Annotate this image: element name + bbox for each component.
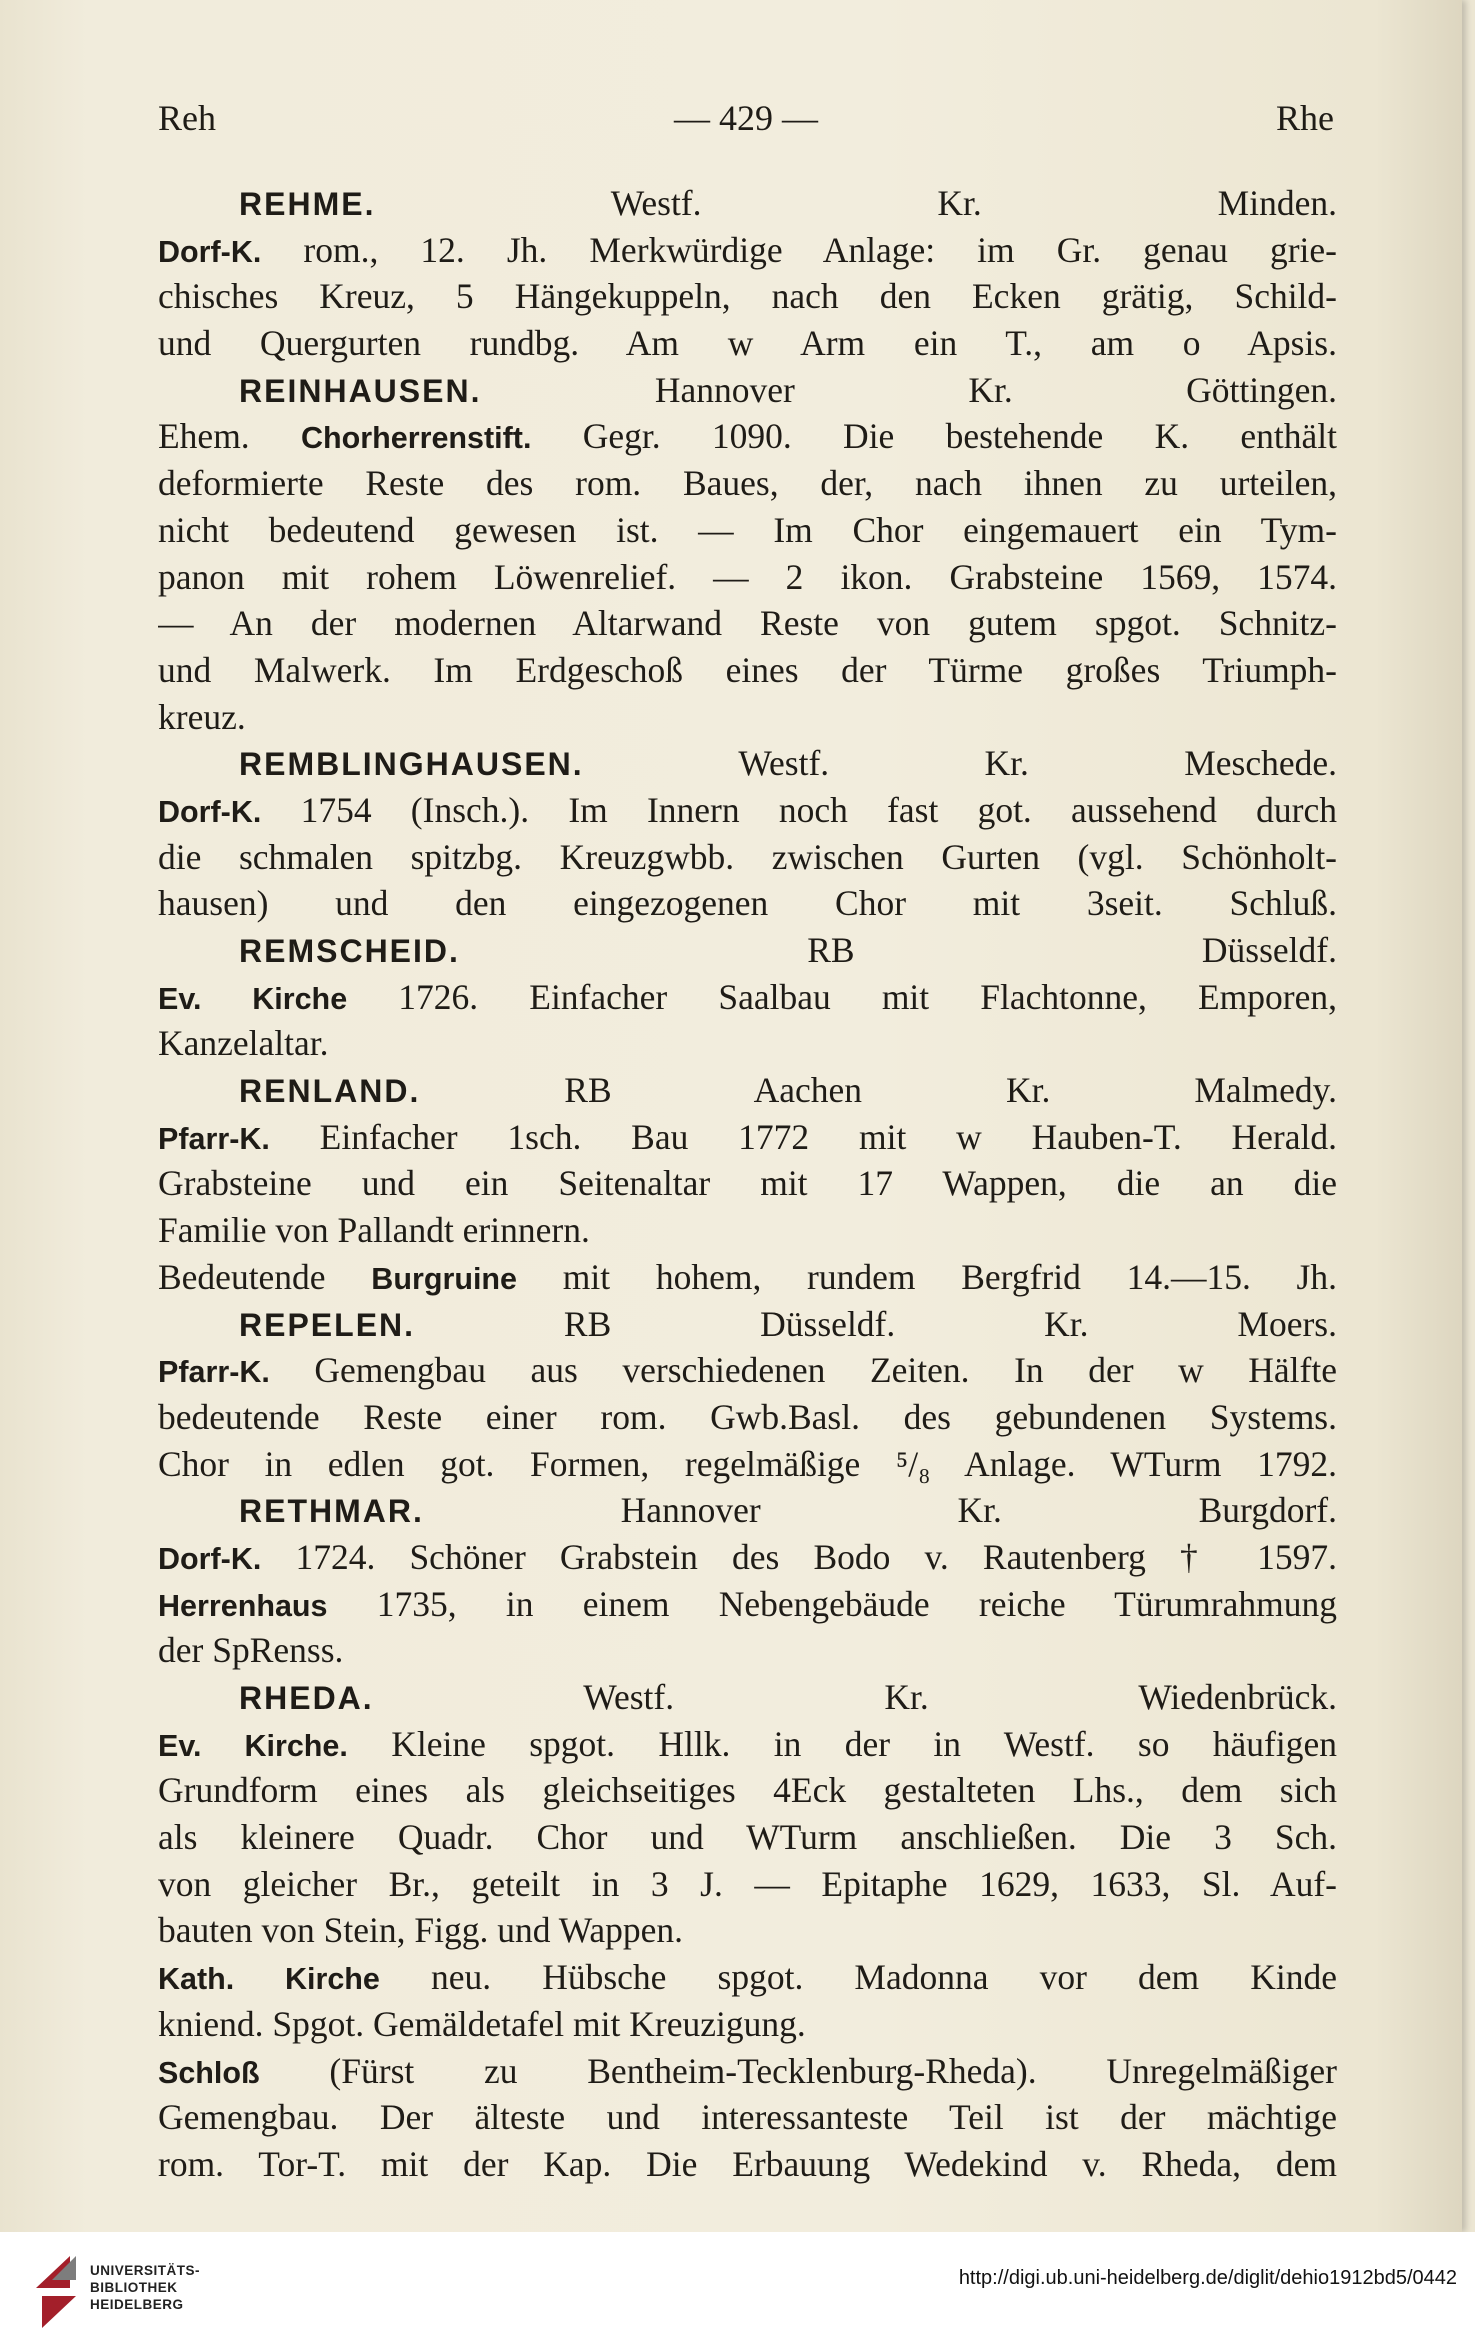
- place-name: REHME.: [239, 186, 376, 222]
- text-line: [158, 554, 1337, 601]
- building-keyword: Pfarr-K.: [158, 1355, 270, 1390]
- entry-heading-line: [158, 367, 1337, 414]
- text-line: [158, 1814, 1337, 1861]
- running-header: [158, 93, 1334, 143]
- place-name: REINHAUSEN.: [239, 372, 482, 409]
- text-line: [158, 2048, 1337, 2095]
- text-line: [158, 2094, 1337, 2141]
- text-line: [158, 1207, 1337, 1254]
- text-body: [158, 180, 1337, 2188]
- source-url-link[interactable]: http://digi.ub.uni-heidelberg.de/diglit/dehio1912bd5/0442: [958, 2267, 1457, 2289]
- text-line: [158, 460, 1337, 507]
- line-text: kreuz.: [158, 696, 246, 737]
- line-text: Grabsteine und ein Seitenaltar mit 17 Wappen, die an die: [158, 1163, 1337, 1204]
- line-text: hausen) und den eingezogenen Chor mit 3seit. Schluß.: [158, 883, 1337, 924]
- text-line: [158, 1347, 1337, 1394]
- university-logo-icon: [30, 2252, 82, 2332]
- entry-text: Einfacher 1sch. Bau 1772 mit w Hauben-T. Herald.: [269, 1116, 1337, 1157]
- building-keyword: Herrenhaus: [158, 1588, 328, 1623]
- line-text: bedeutende Reste einer rom. Gwb.Basl. des gebundenen Systems.: [158, 1396, 1337, 1437]
- building-keyword: Pfarr-K.: [158, 1121, 270, 1156]
- text-line: [158, 1534, 1337, 1581]
- header-right-word: Rhe: [1276, 98, 1334, 138]
- text-line: [158, 1020, 1337, 1067]
- text-line: [158, 2141, 1337, 2188]
- place-name: RETHMAR.: [239, 1493, 424, 1530]
- text-line: [158, 1627, 1337, 1674]
- entry-heading-line: [158, 740, 1337, 787]
- entry-text: Gemengbau aus verschiedenen Zeiten. In der w Hälfte: [269, 1350, 1337, 1391]
- library-name-line: UNIVERSITÄTS-: [90, 2263, 201, 2278]
- line-text: rom. Tor-T. mit der Kap. Die Erbauung Wedekind v. Rheda, dem: [158, 2143, 1337, 2184]
- page-number: — 429 —: [674, 98, 818, 138]
- entry-text: Hannover Kr. Göttingen.: [481, 369, 1337, 410]
- entry-heading-line: [158, 1301, 1337, 1348]
- entry-text: neu. Hübsche spgot. Madonna vor dem Kinde: [379, 1957, 1337, 1998]
- line-text: panon mit rohem Löwenrelief. — 2 ikon. Grabsteine 1569, 1574.: [158, 556, 1337, 597]
- entry-text: 1724. Schöner Grabstein des Bodo v. Rautenberg † 1597.: [261, 1536, 1337, 1577]
- line-text: Gemengbau. Der älteste und interessanteste Teil ist der mächtige: [158, 2097, 1337, 2138]
- place-name: REPELEN.: [239, 1306, 416, 1343]
- entry-text: RB Aachen Kr. Malmedy.: [420, 1070, 1337, 1111]
- entry-text: (Fürst zu Bentheim-Tecklenburg-Rheda). Unregelmäßiger: [259, 2050, 1337, 2091]
- entry-heading-line: [158, 180, 1337, 227]
- place-name: RENLAND.: [239, 1073, 421, 1110]
- line-text: kniend. Spgot. Gemäldetafel mit Kreuzigung.: [158, 2003, 806, 2044]
- building-keyword: Ev. Kirche.: [158, 1728, 348, 1763]
- entry-heading-line: [158, 927, 1337, 974]
- line-text: der SpRenss.: [158, 1630, 344, 1671]
- entry-text: Westf. Kr. Wiedenbrück.: [373, 1677, 1337, 1717]
- line-text: Chor in edlen got. Formen, regelmäßige ⁵/₈ Anlage. WTurm 1792.: [158, 1443, 1337, 1484]
- entry-text: 1754 (Insch.). Im Innern noch fast got. aussehend durch: [261, 789, 1337, 830]
- library-name-line: HEIDELBERG: [90, 2297, 184, 2312]
- text-line: [158, 320, 1337, 367]
- line-text: die schmalen spitzbg. Kreuzgwbb. zwischen Gurten (vgl. Schönholt-: [158, 836, 1337, 877]
- library-name-line: BIBLIOTHEK: [90, 2280, 178, 2295]
- entry-text: rom., 12. Jh. Merkwürdige Anlage: im Gr. genau grie-: [261, 229, 1337, 270]
- line-text: — An der modernen Altarwand Reste von gutem spgot. Schnitz-: [158, 603, 1337, 644]
- header-left-word: Reh: [158, 98, 216, 138]
- text-line: [158, 974, 1337, 1021]
- text-line: [158, 1394, 1337, 1441]
- place-name: RHEDA.: [239, 1680, 374, 1716]
- place-name: REMBLINGHAUSEN.: [239, 746, 584, 783]
- text-line: [158, 647, 1337, 694]
- entry-text: 1726. Einfacher Saalbau mit Flachtonne, Emporen,: [347, 976, 1337, 1017]
- text-line: [158, 1254, 1337, 1301]
- entry-text: Westf. Kr. Meschede.: [583, 743, 1337, 784]
- text-line: [158, 880, 1337, 927]
- entry-heading-line: [158, 1487, 1337, 1534]
- entry-text: Westf. Kr. Minden.: [375, 183, 1337, 223]
- line-text: von gleicher Br., geteilt in 3 J. — Epitaphe 1629, 1633, Sl. Auf-: [158, 1863, 1337, 1904]
- entry-text: Hannover Kr. Burgdorf.: [423, 1490, 1337, 1531]
- building-keyword: Dorf-K.: [158, 234, 262, 269]
- line-text: und Malwerk. Im Erdgeschoß eines der Türme großes Triumph-: [158, 649, 1337, 690]
- text-line: [158, 834, 1337, 881]
- entry-text: Gegr. 1090. Die bestehende K. enthält: [531, 416, 1337, 457]
- text-line: [158, 1907, 1337, 1954]
- entry-heading-line: [158, 1674, 1337, 1721]
- place-name: REMSCHEID.: [239, 933, 460, 969]
- footer-bar: [0, 2232, 1475, 2349]
- line-text: bauten von Stein, Figg. und Wappen.: [158, 1910, 683, 1951]
- text-line: [158, 694, 1337, 741]
- line-text: und Quergurten rundbg. Am w Arm ein T., am o Apsis.: [158, 323, 1337, 364]
- line-text: deformierte Reste des rom. Baues, der, nach ihnen zu urteilen,: [158, 463, 1337, 504]
- line-text: nicht bedeutend gewesen ist. — Im Chor eingemauert ein Tym-: [158, 509, 1337, 550]
- building-keyword: Dorf-K.: [158, 1541, 262, 1576]
- line-text: chisches Kreuz, 5 Hängekuppeln, nach den Ecken grätig, Schild-: [158, 276, 1337, 317]
- line-text: Kanzelaltar.: [158, 1023, 329, 1064]
- entry-text: Kleine spgot. Hllk. in der in Westf. so häufigen: [347, 1723, 1337, 1764]
- text-line: [158, 1721, 1337, 1768]
- text-prefix: Bedeutende: [158, 1256, 372, 1297]
- entry-heading-line: [158, 1067, 1337, 1114]
- text-line: [158, 787, 1337, 834]
- text-line: [158, 1441, 1337, 1488]
- text-line: [158, 1581, 1337, 1628]
- building-keyword: Schloß: [158, 2055, 260, 2090]
- text-line: [158, 1114, 1337, 1161]
- library-name: [90, 2262, 200, 2313]
- building-keyword: Chorherrenstift.: [300, 421, 532, 456]
- entry-text: mit hohem, rundem Bergfrid 14.—15. Jh.: [517, 1256, 1337, 1297]
- text-line: [158, 273, 1337, 320]
- text-line: [158, 2001, 1337, 2048]
- text-line: [158, 1861, 1337, 1908]
- line-text: Familie von Pallandt erinnern.: [158, 1210, 590, 1251]
- building-keyword: Kath. Kirche: [158, 1962, 380, 1997]
- text-line: [158, 413, 1337, 460]
- line-text: Grundform eines als gleichseitiges 4Eck gestalteten Lhs., dem sich: [158, 1770, 1337, 1811]
- entry-text: RB Düsseldf.: [459, 930, 1337, 970]
- entry-text: RB Düsseldf. Kr. Moers.: [415, 1303, 1337, 1344]
- text-line: [158, 227, 1337, 274]
- building-keyword: Burgruine: [371, 1261, 518, 1296]
- entry-text: 1735, in einem Nebengebäude reiche Türumrahmung: [327, 1583, 1337, 1624]
- building-keyword: Dorf-K.: [158, 794, 262, 829]
- text-prefix: Ehem.: [158, 416, 301, 457]
- text-line: [158, 600, 1337, 647]
- text-line: [158, 507, 1337, 554]
- line-text: als kleinere Quadr. Chor und WTurm anschließen. Die 3 Sch.: [158, 1817, 1337, 1858]
- text-line: [158, 1160, 1337, 1207]
- text-line: [158, 1954, 1337, 2001]
- text-line: [158, 1767, 1337, 1814]
- building-keyword: Ev. Kirche: [158, 981, 348, 1016]
